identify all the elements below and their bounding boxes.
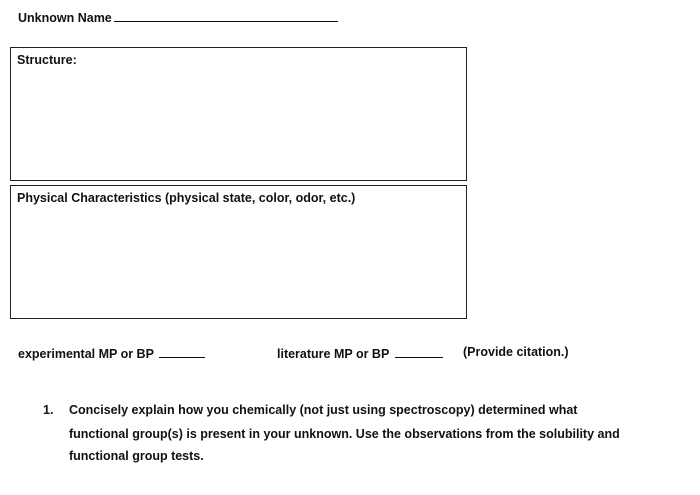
literature-mp-label: literature MP or BP: [277, 347, 390, 361]
structure-box[interactable]: [10, 47, 467, 181]
literature-mp-blank[interactable]: [395, 345, 443, 358]
physical-characteristics-label: Physical Characteristics (physical state, color, odor, etc.): [17, 191, 356, 205]
unknown-name-row: [18, 9, 338, 25]
unknown-name-blank[interactable]: [114, 9, 338, 22]
literature-mp-row: [277, 345, 443, 361]
unknown-name-label: Unknown Name: [18, 11, 112, 25]
question-line-2: functional group(s) is present in your unknown. Use the observations from the solubility and: [69, 427, 620, 441]
experimental-mp-label: experimental MP or BP: [18, 347, 154, 361]
citation-note: (Provide citation.): [463, 345, 569, 359]
structure-label: Structure:: [17, 53, 77, 67]
question-line-1: Concisely explain how you chemically (not just using spectroscopy) determined what: [69, 403, 578, 417]
question-line-3: functional group tests.: [69, 449, 204, 463]
question-number: 1.: [43, 403, 54, 417]
experimental-mp-blank[interactable]: [159, 345, 205, 358]
experimental-mp-row: [18, 345, 205, 361]
physical-characteristics-box[interactable]: [10, 185, 467, 319]
